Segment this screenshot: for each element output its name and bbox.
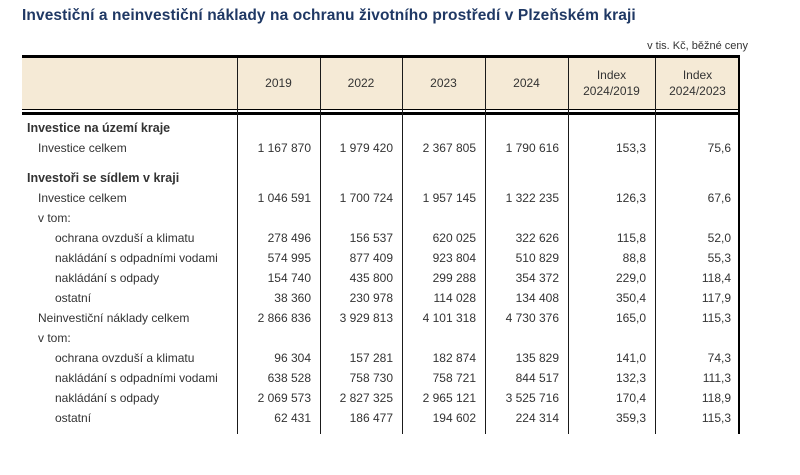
value-cell: 1 046 591 [257,191,311,205]
value-cell [568,168,655,188]
value-cell [655,118,740,138]
value-cell: 115,3 [701,311,731,325]
value-cell [402,208,485,228]
header-cell-label: Index [596,67,627,82]
value-cell: 141,0 [615,351,646,365]
value-cell: 354 372 [515,271,559,285]
table-row [22,328,740,348]
value-cell: 877 409 [349,251,393,265]
value-cell: 435 800 [349,271,393,285]
row-label: ochrana ovzduší a klimatu [55,351,195,365]
value-cell: 758 730 [349,371,393,385]
value-cell: 38 360 [274,291,311,305]
value-cell: 75,6 [707,141,731,155]
value-cell: 96 304 [274,351,311,365]
header-cell-label: 2022 [347,75,375,90]
value-cell: 359,3 [615,411,646,425]
value-cell [320,328,402,348]
value-cell: 194 602 [432,411,476,425]
value-cell [655,208,740,228]
value-cell: 844 517 [515,371,559,385]
table-row [22,308,740,328]
row-label: Investice na území kraje [27,121,171,135]
value-cell: 134 408 [515,291,559,305]
value-cell: 67,6 [707,191,731,205]
value-cell [237,328,320,348]
row-label: Investice celkem [38,191,127,205]
value-cell [320,168,402,188]
row-label: ostatní [55,291,92,305]
header-cell-label: 2024 [513,75,540,90]
value-cell: 1 322 235 [505,191,559,205]
value-cell: 224 314 [515,411,559,425]
header-cell-label: 2019 [265,75,292,90]
value-cell: 126,3 [615,191,646,205]
table-row [22,268,740,288]
value-cell: 74,3 [707,351,731,365]
value-cell: 165,0 [615,311,646,325]
value-cell: 1 979 420 [339,141,393,155]
value-cell: 62 431 [274,411,311,425]
header-cell-label: 2023 [430,75,457,90]
value-cell: 638 528 [267,371,311,385]
table-row [22,368,740,388]
value-cell: 574 995 [267,251,311,265]
page [0,7,800,475]
row-label: nakládání s odpadními vodami [55,251,218,265]
header-cell [320,58,402,109]
value-cell [485,208,568,228]
table-row [22,348,740,368]
value-cell: 229,0 [615,271,646,285]
value-cell: 170,4 [615,391,646,405]
row-label: v tom: [38,211,71,225]
table-row [22,188,740,208]
value-cell: 322 626 [515,231,559,245]
value-cell: 135 829 [515,351,559,365]
value-cell: 52,0 [707,231,731,245]
value-cell: 182 874 [432,351,476,365]
value-cell: 3 929 813 [339,311,393,325]
table-row [22,248,740,268]
table-row [22,408,740,428]
value-cell: 117,9 [701,291,731,305]
value-cell: 1 957 145 [422,191,476,205]
value-cell: 154 740 [267,271,311,285]
table-row [22,138,740,158]
value-cell [237,118,320,138]
row-label: Investoři se sídlem v kraji [27,171,180,185]
value-cell: 111,3 [702,371,731,385]
value-cell: 115,8 [616,231,646,245]
page-title: Investiční a neinvestiční náklady na ochranu životního prostředí v Plzeňském kraji [22,7,636,24]
value-cell [485,328,568,348]
statistics-table [22,55,740,434]
table-row [22,208,740,228]
value-cell: 1 167 870 [257,141,311,155]
value-cell [655,328,740,348]
row-label: Investice celkem [38,141,127,155]
value-cell: 88,8 [622,251,646,265]
value-cell: 758 721 [432,371,476,385]
header-cell-label: Index [682,67,713,82]
value-cell [655,168,740,188]
value-cell [485,118,568,138]
value-cell: 510 829 [515,251,559,265]
value-cell [568,208,655,228]
row-label: ostatní [55,411,92,425]
value-cell: 55,3 [707,251,731,265]
value-cell: 2 866 836 [257,311,311,325]
row-label: nakládání s odpadními vodami [55,371,218,385]
value-cell: 3 525 716 [505,391,559,405]
value-cell: 2 965 121 [422,391,476,405]
value-cell: 115,3 [701,411,731,425]
value-cell: 4 101 318 [422,311,476,325]
header-cell-sublabel: 2024/2023 [669,83,726,98]
row-label: ochrana ovzduší a klimatu [55,231,195,245]
value-cell [237,168,320,188]
header-cell-empty [22,58,237,109]
value-cell: 620 025 [432,231,476,245]
value-cell: 2 069 573 [257,391,311,405]
header-cell [485,58,568,109]
table-row [22,288,740,308]
value-cell: 186 477 [349,411,393,425]
header-cell [237,58,320,109]
header-cell [568,58,655,109]
table-row [22,228,740,248]
value-cell: 156 537 [349,231,393,245]
row-label: nakládání s odpady [55,391,160,405]
row-label: Neinvestiční náklady celkem [38,311,190,325]
value-cell: 4 730 376 [505,311,559,325]
value-cell: 132,3 [615,371,646,385]
value-cell: 118,9 [701,391,731,405]
value-cell: 278 496 [267,231,311,245]
table-header-row [22,58,740,110]
value-cell [485,168,568,188]
value-cell: 350,4 [615,291,646,305]
header-cell [402,58,485,109]
value-cell [568,328,655,348]
header-cell [655,58,740,109]
value-cell [402,328,485,348]
value-cell: 1 790 616 [505,141,559,155]
unit-note: v tis. Kč, běžné ceny [647,40,748,52]
header-cell-sublabel: 2024/2019 [583,83,640,98]
row-label: nakládání s odpady [55,271,160,285]
value-cell [320,208,402,228]
value-cell [320,118,402,138]
section-row [22,168,740,188]
value-cell: 153,3 [615,141,646,155]
value-cell: 2 827 325 [339,391,393,405]
section-row [22,118,740,138]
table-body [22,115,740,434]
value-cell [402,118,485,138]
value-cell [402,168,485,188]
value-cell: 118,4 [701,271,731,285]
row-label: v tom: [38,331,71,345]
value-cell: 923 804 [432,251,476,265]
value-cell [568,118,655,138]
value-cell: 114 028 [433,291,476,305]
value-cell: 230 978 [349,291,393,305]
table-row [22,388,740,408]
value-cell: 157 281 [349,351,393,365]
value-cell [237,208,320,228]
value-cell: 1 700 724 [339,191,393,205]
value-cell: 299 288 [432,271,476,285]
value-cell: 2 367 805 [422,141,476,155]
